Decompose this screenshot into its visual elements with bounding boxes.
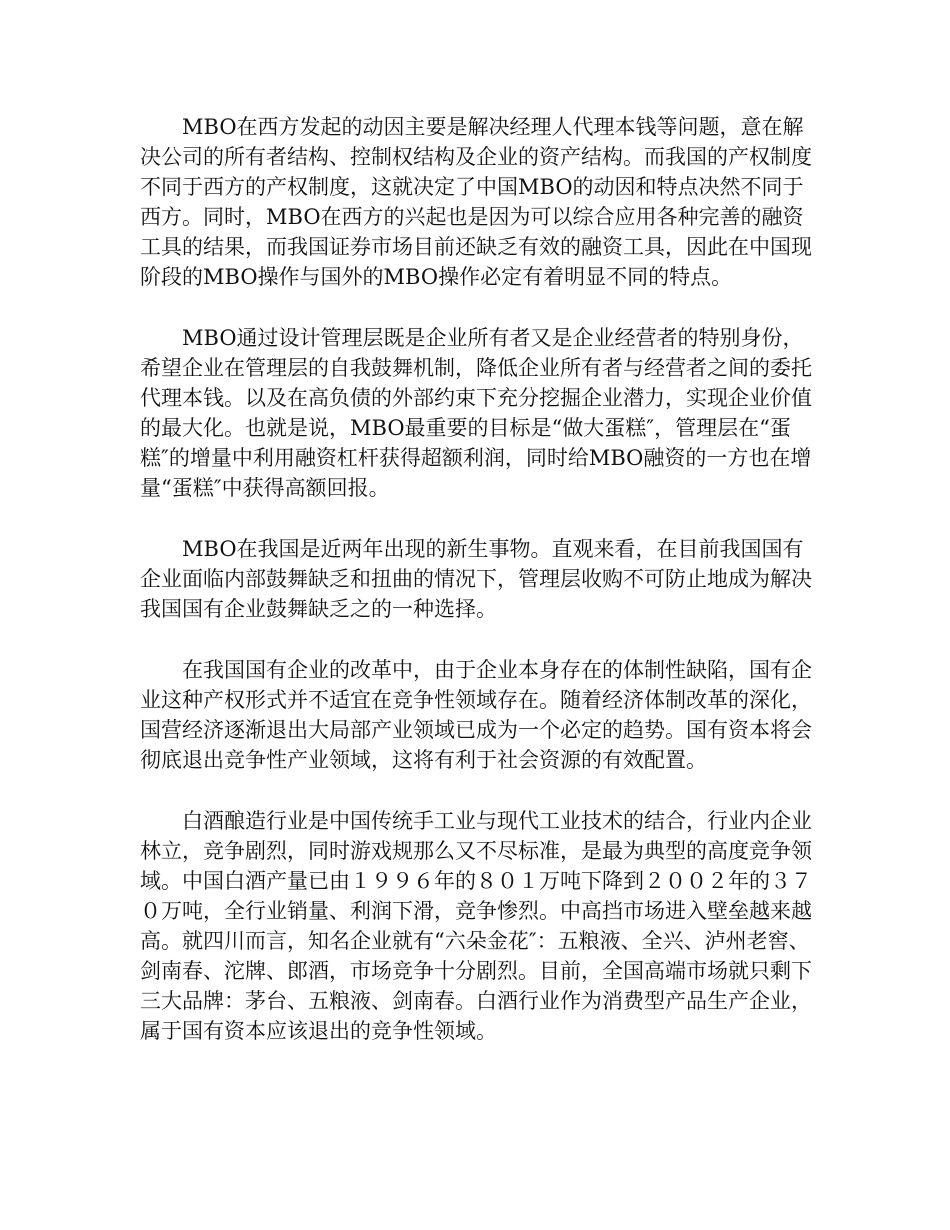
paragraph-mbo-incentive-mechanism: MBO通过设计管理层既是企业所有者又是企业经营者的特别身份，希望企业在管理层的自我鼓舞机制，降低企业所有者与经营者之间的委托代理本钱。以及在高负债的外部约束下充分挖掘企业潜力，实现企业价值的最大化。也就是说，MBO最重要的目标是“做大蛋糕″，管理层在“蛋糕″的增量中利用融资杠杆获得超额利润，同时给MBO融资的一方也在增量“蛋糕″中获得高额回报。: [140, 326, 812, 500]
document-body: [140, 112, 812, 1077]
paragraph-mbo-western-origins: MBO在西方发起的动因主要是解决经理人代理本钱等问题，意在解决公司的所有者结构、控制权结构及企业的资产结构。而我国的产权制度不同于西方的产权制度，这就决定了中国MBO的动因和特点决然不同于西方。同时，MBO在西方的兴起也是因为可以综合应用各种完善的融资工具的结果，而我国证券市场目前还缺乏有效的融资工具，因此在中国现阶段的MBO操作与国外的MBO操作必定有着明显不同的特点。: [140, 115, 812, 289]
paragraph-mbo-in-china: MBO在我国是近两年出现的新生事物。直观来看，在目前我国国有企业面临内部鼓舞缺乏和扭曲的情况下，管理层收购不可防止地成为解决我国国有企业鼓舞缺乏之的一种选择。: [140, 537, 812, 621]
paragraph-liquor-industry: 白酒酿造行业是中国传统手工业与现代工业技术的结合，行业内企业林立，竞争剧烈，同时游戏规那么又不尽标准，是最为典型的高度竞争领域。中国白酒产量已由１９９６年的８０１万吨下降到２００２年的３７０万吨，全行业销量、利润下滑，竞争惨烈。中高挡市场进入壁垒越来越高。就四川而言，知名企业就有“六朵金花″：五粮液、全兴、泸州老窖、剑南春、沱牌、郎酒，市场竞争十分剧烈。目前，全国高端市场就只剩下三大品牌：茅台、五粮液、剑南春。白酒行业作为消费型产品生产企业，属于国有资本应该退出的竞争性领域。: [140, 809, 812, 1043]
paragraph-state-enterprise-reform: 在我国国有企业的改革中，由于企业本身存在的体制性缺陷，国有企业这种产权形式并不适宜在竞争性领域存在。随着经济体制改革的深化，国营经济逐渐退出大局部产业领域已成为一个必定的趋势。国有资本将会彻底退出竞争性产业领域，这将有利于社会资源的有效配置。: [140, 658, 812, 772]
